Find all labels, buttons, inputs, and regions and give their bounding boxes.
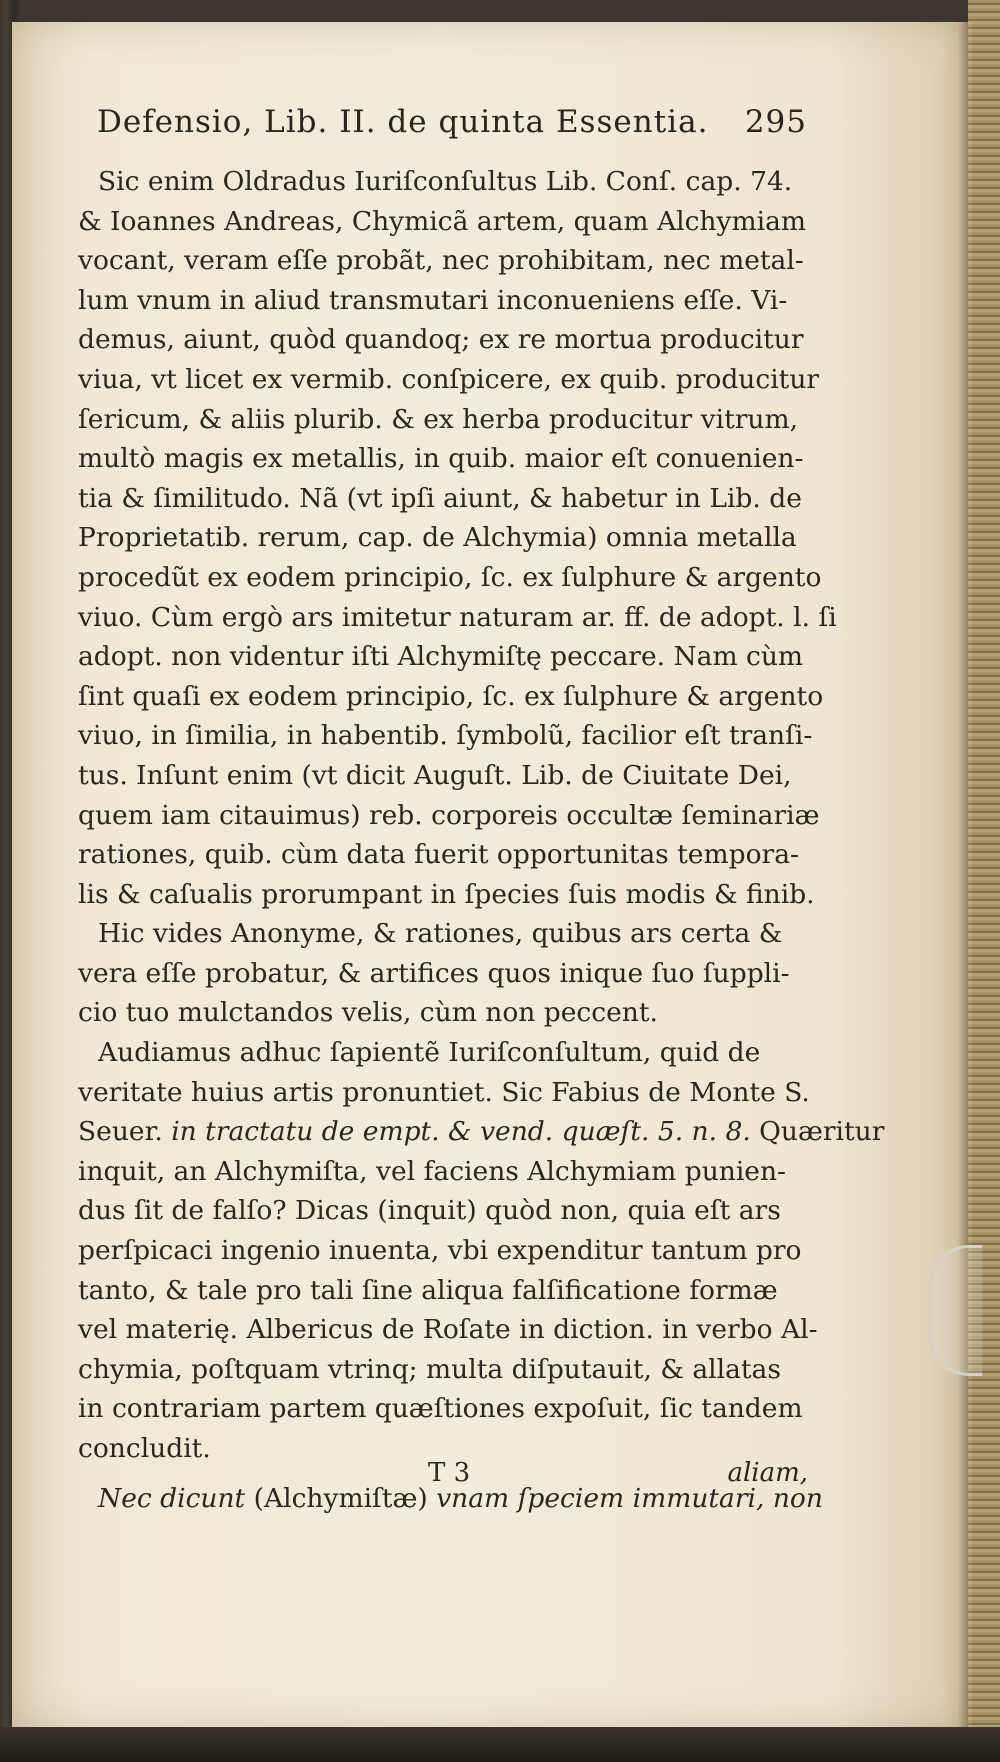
page-footer (78, 1458, 808, 1488)
text-line: multò magis ex metallis, in quib. maior eſt conuenien- (78, 443, 804, 475)
text-line: ſint quaſi ex eodem principio, ſc. ex ſulphure & argento (78, 680, 824, 712)
text-line: ſericum, & aliis plurib. & ex herba producitur vitrum, (78, 403, 799, 435)
paragraph-3 (78, 1033, 885, 1469)
text-line: lis & caſualis prorumpant in ſpecies ſuis modis & finib. (78, 878, 815, 910)
text-line: cio tuo mulctandos velis, cùm non peccent. (78, 997, 658, 1029)
text-line: Sic enim Oldradus Iuriſconſultus Lib. Conſ. cap. 74. (98, 166, 793, 197)
text-line: & Ioannes Andreas, Chymicã artem, quam Alchymiam (78, 205, 806, 237)
text-segment: Seuer. (78, 1116, 172, 1148)
text-line: demus, aiunt, quòd quandoq; ex re mortua producitur (78, 324, 804, 356)
text-line: tanto, & tale pro tali ſine aliqua falſificatione formæ (78, 1274, 778, 1306)
text-line: vel materię. Albericus de Roſate in diction. in verbo Al- (78, 1314, 818, 1346)
quote-italic: Nec dicunt (98, 1482, 246, 1514)
book-fore-edge (968, 0, 1000, 1762)
text-line: Audiamus adhuc ſapientẽ Iuriſconſultum, quid de (98, 1037, 761, 1069)
text-line: viuo. Cùm ergò ars imitetur naturam ar. ff. de adopt. l. ſi (78, 601, 837, 633)
text-line: adopt. non videntur iſti Alchymiſtę peccare. Nam cùm (78, 641, 804, 673)
citation-italic: in tractatu de empt. & vend. quæſt. 5. n. 8. (171, 1116, 751, 1148)
text-line: procedũt ex eodem principio, ſc. ex ſulphure & argento (78, 561, 822, 593)
text-line: vocant, veram eſſe probãt, nec prohibitam, nec metal- (78, 245, 804, 277)
catchword: aliam, (727, 1458, 808, 1488)
signature-mark: T 3 (428, 1458, 471, 1488)
text-line: Proprietatib. rerum, cap. de Alchymia) omnia metalla (78, 522, 797, 554)
text-line: chymia, poſtquam vtrinq; multa diſputauit, & allatas (78, 1353, 781, 1385)
text-line: veritate huius artis pronuntiet. Sic Fabius de Monte S. (78, 1076, 810, 1108)
text-line: viuo, in ſimilia, in habentib. ſymbolũ, facilior eſt tranſi- (78, 720, 813, 752)
fore-edge-shadow (958, 22, 968, 1727)
paragraph-2 (78, 914, 818, 1033)
text-line: lum vnum in aliud transmutari inconueniens eſſe. Vi- (78, 284, 788, 316)
text-line: tus. Inſunt enim (vt dicit Auguſt. Lib. de Ciuitate Dei, (78, 759, 792, 791)
text-line: dus ſit de falſo? Dicas (inquit) quòd non, quia eſt ars (78, 1195, 781, 1227)
text-line: vera eſſe probatur, & artifices quos inique ſuo ſuppli- (78, 957, 790, 989)
text-line-with-citation (78, 1112, 885, 1152)
text-line: viua, vt licet ex vermib. conſpicere, ex quib. producitur (78, 363, 820, 395)
text-line: Hic vides Anonyme, & rationes, quibus ars certa & (98, 918, 783, 950)
text-line: perſpicaci ingenio inuenta, vbi expenditur tantum pro (78, 1235, 802, 1267)
text-line: quem iam citauimus) reb. corporeis occultæ ſeminariæ (78, 799, 820, 831)
paragraph-1 (78, 162, 837, 914)
page-number: 295 (744, 104, 807, 140)
text-line: tia & ſimilitudo. Nã (vt ipſi aiunt, & habetur in Lib. de (78, 482, 802, 514)
quote-italic: vnam ſpeciem immutari, non (436, 1482, 823, 1514)
text-line: in contrariam partem quæſtiones expoſuit, ſic tandem (78, 1393, 803, 1425)
text-line: inquit, an Alchymiſta, vel faciens Alchymiam punien- (78, 1155, 787, 1187)
running-head (97, 104, 807, 140)
page-clip (929, 1245, 982, 1376)
book-bottom-edge (0, 1727, 1000, 1762)
text-line: concludit. (78, 1433, 211, 1464)
text-line: rationes, quib. cùm data fuerit opportunitas tempora- (78, 839, 799, 871)
quote-roman: (Alchymiſtæ) (245, 1482, 437, 1514)
body-text (78, 162, 885, 1518)
text-segment: Quæritur (750, 1116, 885, 1148)
running-head-title: Defensio, Lib. II. de quinta Essentia. (97, 104, 709, 140)
